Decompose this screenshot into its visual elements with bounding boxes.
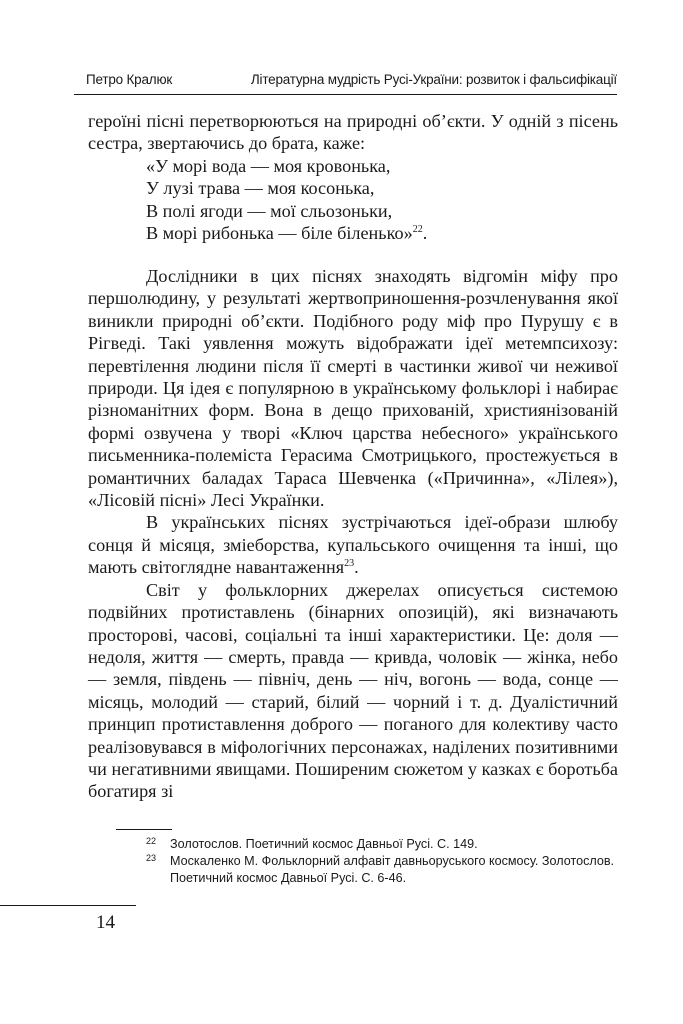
footnotes [146, 836, 618, 887]
paragraph-text: В українських піснях зустрічаються ідеї-образи шлюбу сонця й місяця, зміеборства, купальського очищення та інші, що мають світоглядне навантаження [88, 512, 618, 578]
footnote-number: 22 [146, 836, 157, 846]
page-number-rule [0, 905, 136, 906]
footnote-ref-23: 23 [344, 558, 355, 570]
paragraph: Світ у фольклорних джерелах описується системою подвійних протиставлень (бінарних опозицій), які визначають просторові, часові, соціальні та інші характеристики. Це: доля — недоля, життя — смерть, правда — кривда, чоловік — жінка, небо — земля, південь — північ, день — ніч, вогонь — вода, сонце — місяць, молодий — старий, білий — чорний і т. д. Дуалістичний принцип протиставлення доброго — поганого для колективу часто реалізовувався в міфологічних персонажах, наділених позитивними чи негативними явищами. Поширеним сюжетом у казках є боротьба богатиря зі [88, 579, 618, 802]
header-rule [74, 94, 617, 95]
running-head-title: Літературна мудрість Русі-України: розвиток і фальсифікації [250, 72, 617, 87]
footnote [146, 853, 618, 887]
footnote-text: Золотослов. Поетичний космос Давньої Русі. С. 149. [170, 837, 478, 851]
paragraph-with-footnote [88, 511, 618, 578]
verse-line: «У морі вода — моя кровонька, [146, 155, 391, 176]
running-head-author: Петро Кралюк [86, 72, 173, 87]
verse-line-text: В морі рибонька — біле біленько» [146, 223, 413, 244]
paragraph-end-punctuation: . [354, 557, 359, 578]
verse-end-punctuation: . [422, 223, 428, 244]
footnote-ref-22: 22 [412, 223, 423, 235]
page-number: 14 [96, 912, 115, 933]
text-block-intro [88, 110, 618, 244]
verse-line: У лузі трава — моя косонька, [146, 178, 375, 199]
verse-line: В полі ягоди — мої сльозоньки, [146, 200, 393, 221]
footnote [146, 836, 618, 853]
running-head [74, 70, 617, 92]
footnote-text: Москаленко М. Фольклорний алфавіт давньоруського космосу. Золотослов. Поетичний космос Давньої Русі. С. 6-46. [170, 854, 615, 885]
verse-line-last [146, 222, 618, 244]
intro-paragraph: героїні пісні перетворюються на природні об’єкти. У одній з пісень сестра, звертаючись до брата, каже: [88, 111, 618, 154]
footnote-rule [116, 829, 172, 830]
verse-quote [88, 155, 618, 245]
text-block-main [88, 265, 618, 803]
footnote-number: 23 [146, 853, 157, 863]
paragraph: Дослідники в цих піснях знаходять відгомін міфу про першолюдину, у результаті жертвоприношення-розчленування якої виникли природні об’єкти. Подібного роду міф про Пурушу є в Рігведі. Такі уявлення можуть відображати ідеї метемпсихозу: перевтілення людини після її смерті в частинки живої чи неживої природи. Ця ідея є популярною в українському фольклорі і набирає різноманітних форм. Вона в дещо прихованій, християнізованій формі озвучена у творі «Ключ царства небесного» українського письменника-полеміста Герасима Смотрицького, простежується в романтичних баладах Тараса Шевченка («Причинна», «Лілея»), «Лісовій пісні» Лесі Українки. [88, 266, 618, 511]
